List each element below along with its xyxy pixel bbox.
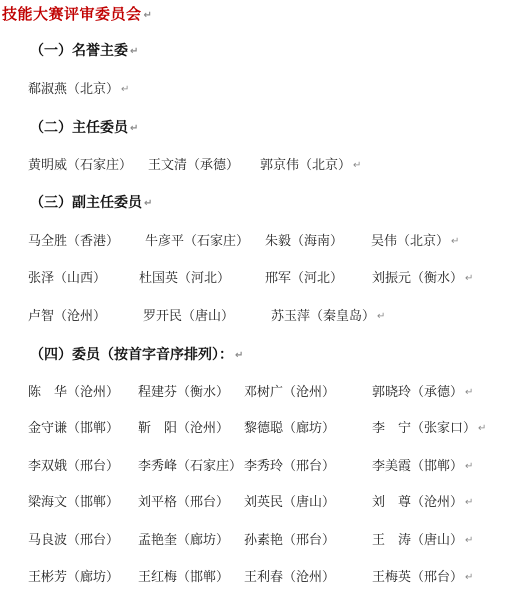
member-name-text: 金守谦（邯郸） [28,421,120,436]
section-heading-text: （二）主任委员 [30,120,128,136]
section-heading-text: （一）名誉主委 [30,43,128,59]
member-name [28,267,106,286]
member-name [244,566,335,585]
member-name [138,417,229,436]
member-name-text: 李双娥（邢台） [28,459,120,474]
member-name [372,529,473,548]
paragraph-mark-icon: ↵ [144,198,153,209]
member-name [265,267,343,286]
member-name-text: 郭晓玲（承德） [372,385,464,400]
member-name-text: 王 涛（唐山） [372,533,464,548]
section-heading [30,344,243,364]
section-heading [30,192,152,212]
member-name-text: 程建芬（衡水） [138,385,230,400]
member-name-text: 李美霞（邯郸） [372,459,464,474]
document-title-text: 技能大赛评审委员会 [2,5,142,23]
member-name-text: 刘 尊（沧州） [372,495,464,510]
section-heading [30,40,138,60]
member-name [28,455,119,474]
member-name-text: 孟艳奎（廊坊） [138,533,230,548]
member-name [148,154,239,173]
member-name [372,381,473,400]
member-name [145,230,249,249]
paragraph-mark-icon: ↵ [465,461,474,472]
member-name-text: 李秀峰（石家庄） [138,459,243,474]
member-name [138,529,229,548]
member-name [244,529,335,548]
member-name [372,455,473,474]
member-name-text: 孙素艳（邢台） [244,533,336,548]
document-title [2,3,152,24]
paragraph-mark-icon: ↵ [465,387,474,398]
member-name [138,491,229,510]
member-name [371,230,459,249]
member-name [271,305,385,324]
member-name [244,381,335,400]
member-name [372,417,486,436]
member-name-text: 马良波（邢台） [28,533,120,548]
member-name-text: 靳 阳（沧州） [138,421,230,436]
member-name [138,455,242,474]
paragraph-mark-icon: ↵ [465,572,474,583]
paragraph-mark-icon: ↵ [353,160,362,171]
member-name-text: 王文清（承德） [148,158,240,173]
member-name-text: 张泽（山西） [28,271,107,286]
member-name [28,381,119,400]
member-name [28,491,119,510]
paragraph-mark-icon: ↵ [377,311,386,322]
member-name [28,230,119,249]
paragraph-mark-icon: ↵ [465,273,474,284]
paragraph-mark-icon: ↵ [130,123,139,134]
member-name-text: 邓树广（沧州） [244,385,336,400]
member-name-text: 郭京伟（北京） [260,158,352,173]
member-name [28,305,106,324]
member-name [265,230,343,249]
member-name-text: 邢军（河北） [265,271,344,286]
paragraph-mark-icon: ↵ [121,84,130,95]
member-name-text: 王红梅（邯郸） [138,570,230,585]
paragraph-mark-icon: ↵ [451,236,460,247]
section-heading-text: （四）委员（按首字音序排列）： [30,347,233,363]
member-name [260,154,361,173]
member-name-text: 朱毅（海南） [265,234,344,249]
member-name-text: 王利春（沧州） [244,570,336,585]
member-name [28,154,132,173]
member-name [138,566,229,585]
paragraph-mark-icon: ↵ [130,46,139,57]
member-name-text: 苏玉萍（秦皇岛） [271,309,376,324]
member-name-text: 梁海文（邯郸） [28,495,120,510]
paragraph-mark-icon: ↵ [465,535,474,546]
member-name-text: 吴伟（北京） [371,234,450,249]
member-name-text: 马全胜（香港） [28,234,120,249]
member-name [28,529,119,548]
member-name-text: 王梅英（邢台） [372,570,464,585]
paragraph-mark-icon: ↵ [465,497,474,508]
member-name-text: 黎德聪（廊坊） [244,421,336,436]
member-name [143,305,234,324]
member-name [372,491,473,510]
member-name-text: 黄明威（石家庄） [28,158,133,173]
member-name-text: 王彬芳（廊坊） [28,570,120,585]
member-name-text: 刘英民（唐山） [244,495,336,510]
member-name-text: 郗淑燕（北京） [28,82,120,97]
section-heading [30,117,138,137]
member-name [28,78,129,97]
member-name-text: 李 宁（张家口） [372,421,477,436]
member-name [372,267,473,286]
member-name [244,417,335,436]
paragraph-mark-icon: ↵ [143,10,153,21]
paragraph-mark-icon: ↵ [235,350,244,361]
member-name-text: 刘振元（衡水） [372,271,464,286]
member-name [139,267,230,286]
member-name [372,566,473,585]
member-name [28,417,119,436]
section-heading-text: （三）副主任委员 [30,195,142,211]
member-name [138,381,229,400]
member-name-text: 卢智（沧州） [28,309,107,324]
member-name-text: 陈 华（沧州） [28,385,120,400]
member-name [244,455,335,474]
member-name-text: 刘平格（邢台） [138,495,230,510]
paragraph-mark-icon: ↵ [478,423,487,434]
member-name-text: 牛彦平（石家庄） [145,234,250,249]
member-name-text: 李秀玲（邢台） [244,459,336,474]
member-name-text: 杜国英（河北） [139,271,231,286]
member-name-text: 罗开民（唐山） [143,309,235,324]
member-name [244,491,335,510]
member-name [28,566,119,585]
